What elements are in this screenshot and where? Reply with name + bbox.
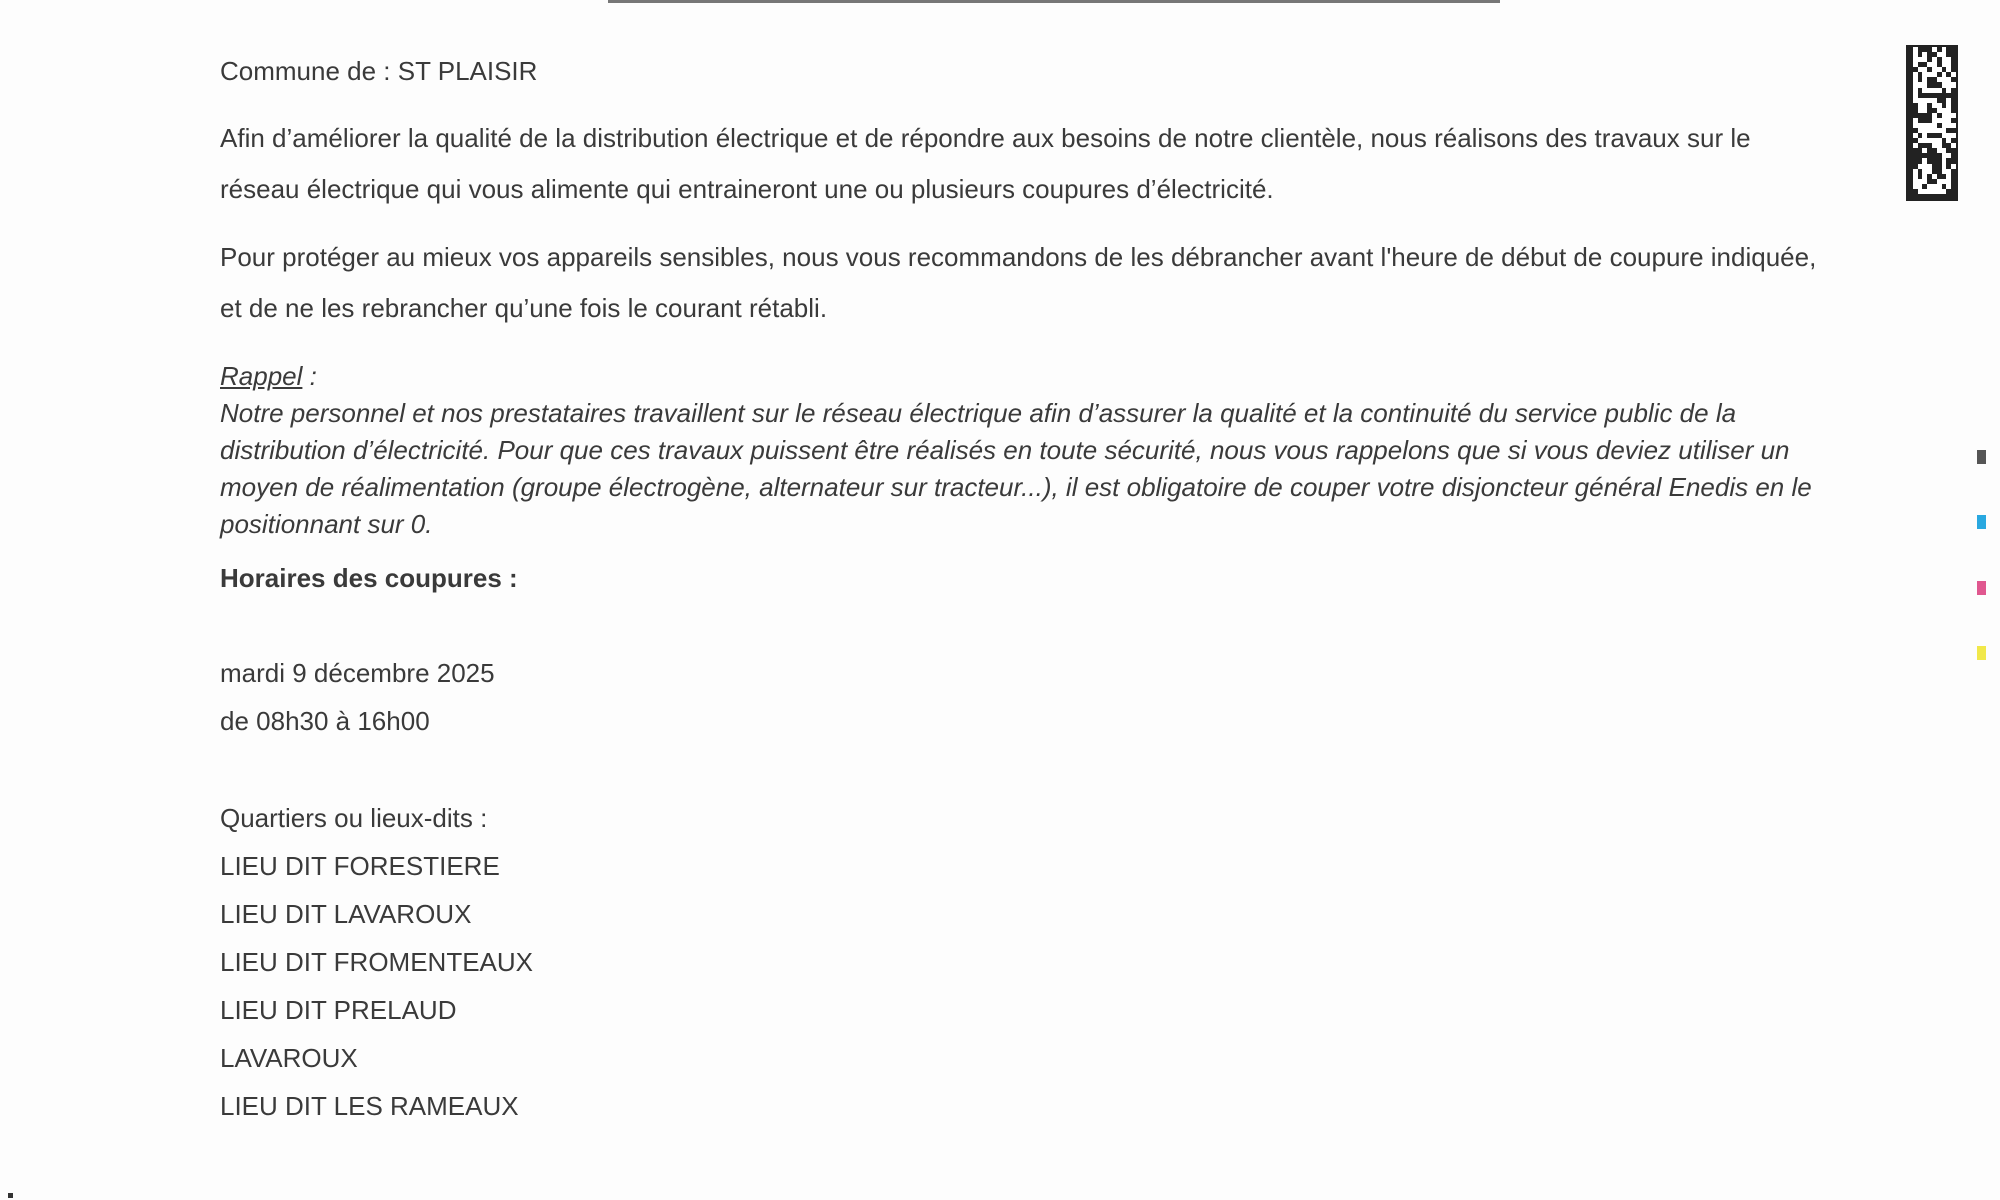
- outage-notice: [220, 50, 1830, 1130]
- print-mark-yellow: [1977, 646, 1986, 660]
- outage-time-range: de 08h30 à 16h00: [220, 706, 430, 736]
- horaires-heading: Horaires des coupures :: [220, 563, 518, 593]
- place-item: LIEU DIT LES RAMEAUX: [220, 1091, 519, 1121]
- place-item: LIEU DIT FROMENTEAUX: [220, 947, 534, 977]
- commune-line: Commune de : ST PLAISIR: [220, 56, 538, 86]
- rappel-section: [220, 358, 1830, 543]
- rappel-body: Notre personnel et nos prestataires travaillent sur le réseau électrique afin d’assurer la qualité et la continuité du service public de la distribution d’électricité. Pour que ces travaux puissent être réalisés en toute sécurité, nous vous rappelons que si vous deviez utiliser un moyen de réalimentation (groupe électrogène, alternateur sur tracteur...), il est obligatoire de couper votre disjoncteur général Enedis en le positionnant sur 0.: [220, 398, 1812, 539]
- top-divider-line: [608, 0, 1500, 3]
- places-heading: Quartiers ou lieux-dits :: [220, 803, 488, 833]
- rappel-heading: [220, 358, 1830, 395]
- places-section: [220, 794, 1830, 1130]
- corner-dot: [8, 1193, 13, 1198]
- rappel-title-suffix: :: [302, 361, 317, 391]
- outage-date: mardi 9 décembre 2025: [220, 658, 495, 688]
- outage-schedule: [220, 649, 1830, 745]
- print-mark-magenta: [1977, 581, 1986, 595]
- rappel-title: Rappel: [220, 361, 303, 391]
- print-mark-cyan: [1977, 515, 1986, 529]
- place-item: LIEU DIT LAVAROUX: [220, 899, 472, 929]
- place-item: LIEU DIT PRELAUD: [220, 995, 457, 1025]
- place-item: LAVAROUX: [220, 1043, 358, 1073]
- print-mark-black: [1977, 450, 1986, 464]
- place-item: LIEU DIT FORESTIERE: [220, 851, 500, 881]
- qr-code-icon: [1906, 45, 1958, 201]
- intro-paragraph: Afin d’améliorer la qualité de la distribution électrique et de répondre aux besoins de notre clientèle, nous réalisons des travaux sur le réseau électrique qui vous alimente qui entraineront une ou plusieurs coupures d’électricité.: [220, 123, 1751, 204]
- recommendation-paragraph: Pour protéger au mieux vos appareils sensibles, nous vous recommandons de les débrancher avant l'heure de début de coupure indiquée, et de ne les rebrancher qu’une fois le courant rétabli.: [220, 242, 1817, 323]
